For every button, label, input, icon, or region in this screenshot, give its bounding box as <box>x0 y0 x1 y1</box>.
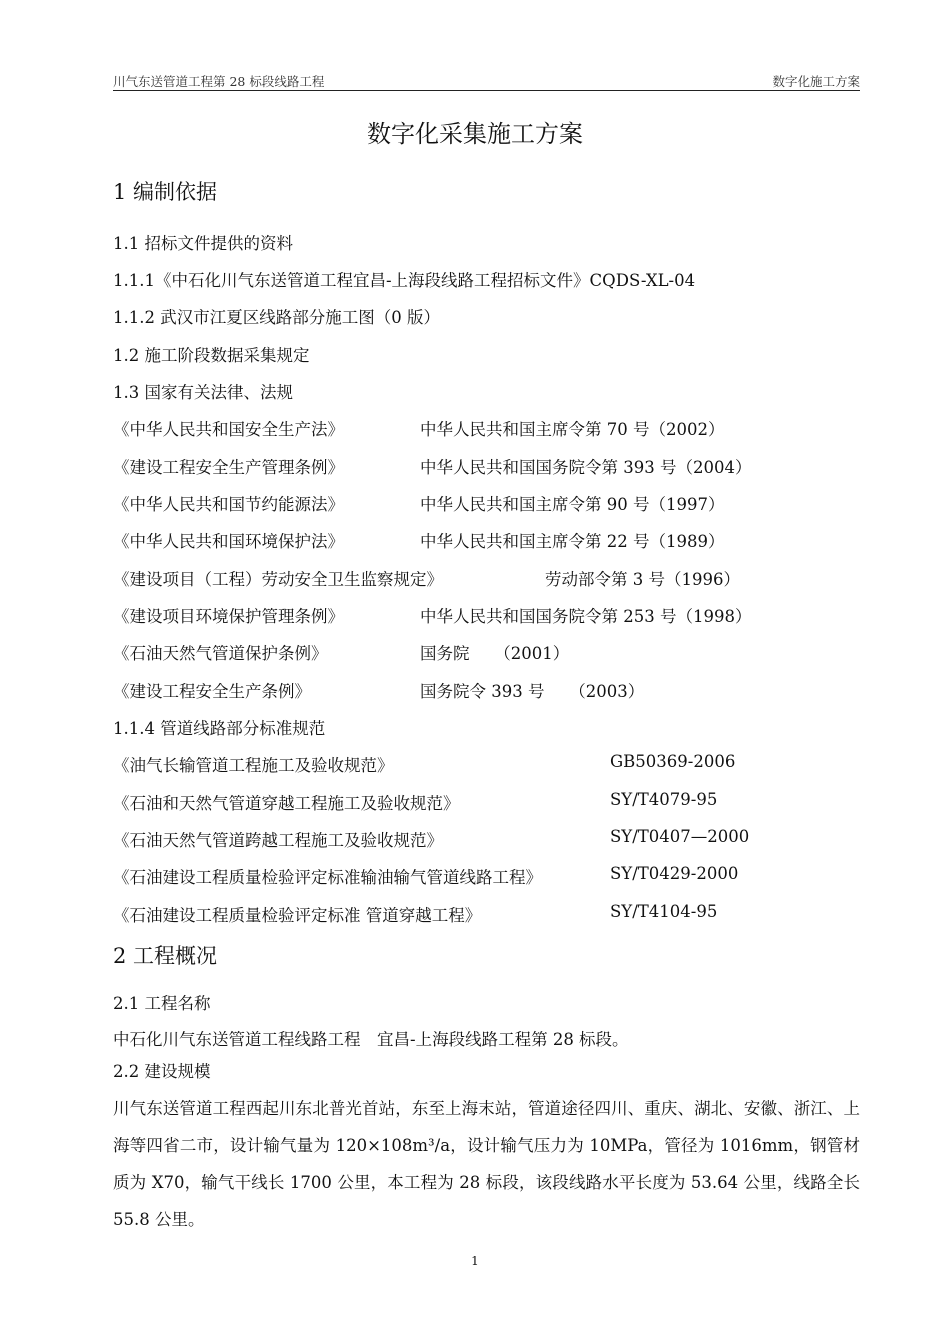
law-name: 《建设项目（工程）劳动安全卫生监察规定》 <box>113 570 443 589</box>
section-1-1-4: 1.1.4 管道线路部分标准规范 <box>113 719 326 738</box>
law-name: 《建设工程安全生产管理条例》 <box>113 458 344 477</box>
standard-code: SY/T0407—2000 <box>610 827 750 846</box>
law-ref: 中华人民共和国主席令第 90 号（1997） <box>420 495 725 514</box>
standard-code: SY/T0429-2000 <box>610 864 739 883</box>
law-ref: 国务院 （2001） <box>420 644 570 663</box>
section-1-1-2: 1.1.2 武汉市江夏区线路部分施工图（0 版） <box>113 308 440 327</box>
law-ref: 中华人民共和国主席令第 22 号（1989） <box>420 532 725 551</box>
law-name: 《中华人民共和国环境保护法》 <box>113 532 344 551</box>
document-title: 数字化采集施工方案 <box>367 120 583 148</box>
header-right: 数字化施工方案 <box>772 74 860 89</box>
standard-name: 《油气长输管道工程施工及验收规范》 <box>113 756 394 775</box>
standard-code: SY/T4079-95 <box>610 790 718 809</box>
standard-name: 《石油建设工程质量检验评定标准输油输气管道线路工程》 <box>113 868 542 887</box>
law-name: 《中华人民共和国安全生产法》 <box>113 420 344 439</box>
section-1-heading: 1 编制依据 <box>113 180 218 204</box>
standard-name: 《石油天然气管道跨越工程施工及验收规范》 <box>113 831 443 850</box>
law-name: 《建设工程安全生产条例》 <box>113 682 311 701</box>
section-2-2: 2.2 建设规模 <box>113 1062 211 1081</box>
section-1-3: 1.3 国家有关法律、法规 <box>113 383 293 402</box>
law-ref: 国务院令 393 号 （2003） <box>420 682 645 701</box>
law-name: 《中华人民共和国节约能源法》 <box>113 495 344 514</box>
section-1-1: 1.1 招标文件提供的资料 <box>113 234 293 253</box>
law-name: 《石油天然气管道保护条例》 <box>113 644 328 663</box>
law-ref: 中华人民共和国国务院令第 393 号（2004） <box>420 458 752 477</box>
law-ref: 中华人民共和国国务院令第 253 号（1998） <box>420 607 752 626</box>
section-1-1-1: 1.1.1《中石化川气东送管道工程宜昌-上海段线路工程招标文件》CQDS-XL-04 <box>113 271 696 290</box>
standard-name: 《石油和天然气管道穿越工程施工及验收规范》 <box>113 794 460 813</box>
section-1-2: 1.2 施工阶段数据采集规定 <box>113 346 310 365</box>
standard-code: SY/T4104-95 <box>610 902 718 921</box>
standard-name: 《石油建设工程质量检验评定标准 管道穿越工程》 <box>113 906 482 925</box>
project-name-line: 中石化川气东送管道工程线路工程 宜昌-上海段线路工程第 28 标段。 <box>113 1030 629 1049</box>
page-number: 1 <box>471 1254 479 1268</box>
section-2-1: 2.1 工程名称 <box>113 994 211 1013</box>
law-ref: 劳动部令第 3 号（1996） <box>545 570 740 589</box>
law-name: 《建设项目环境保护管理条例》 <box>113 607 344 626</box>
scale-paragraph: 川气东送管道工程西起川东北普光首站，东至上海末站，管道途径四川、重庆、湖北、安徽、浙江、上海等四省二市，设计输气量为 120×108m³/a，设计输气压力为 10MPa，管径为 1016mm，钢管材质为 X70，输气干线长 1700 公里，本工程为 28 标段，该段线路水平长度为 53.64 公里，线路全长 55.8 公里。 <box>113 1099 860 1229</box>
section-2-heading: 2 工程概况 <box>113 944 218 968</box>
standard-code: GB50369-2006 <box>610 752 736 771</box>
header-left: 川气东送管道工程第 28 标段线路工程 <box>113 74 325 89</box>
law-ref: 中华人民共和国主席令第 70 号（2002） <box>420 420 725 439</box>
page-header <box>113 70 860 91</box>
